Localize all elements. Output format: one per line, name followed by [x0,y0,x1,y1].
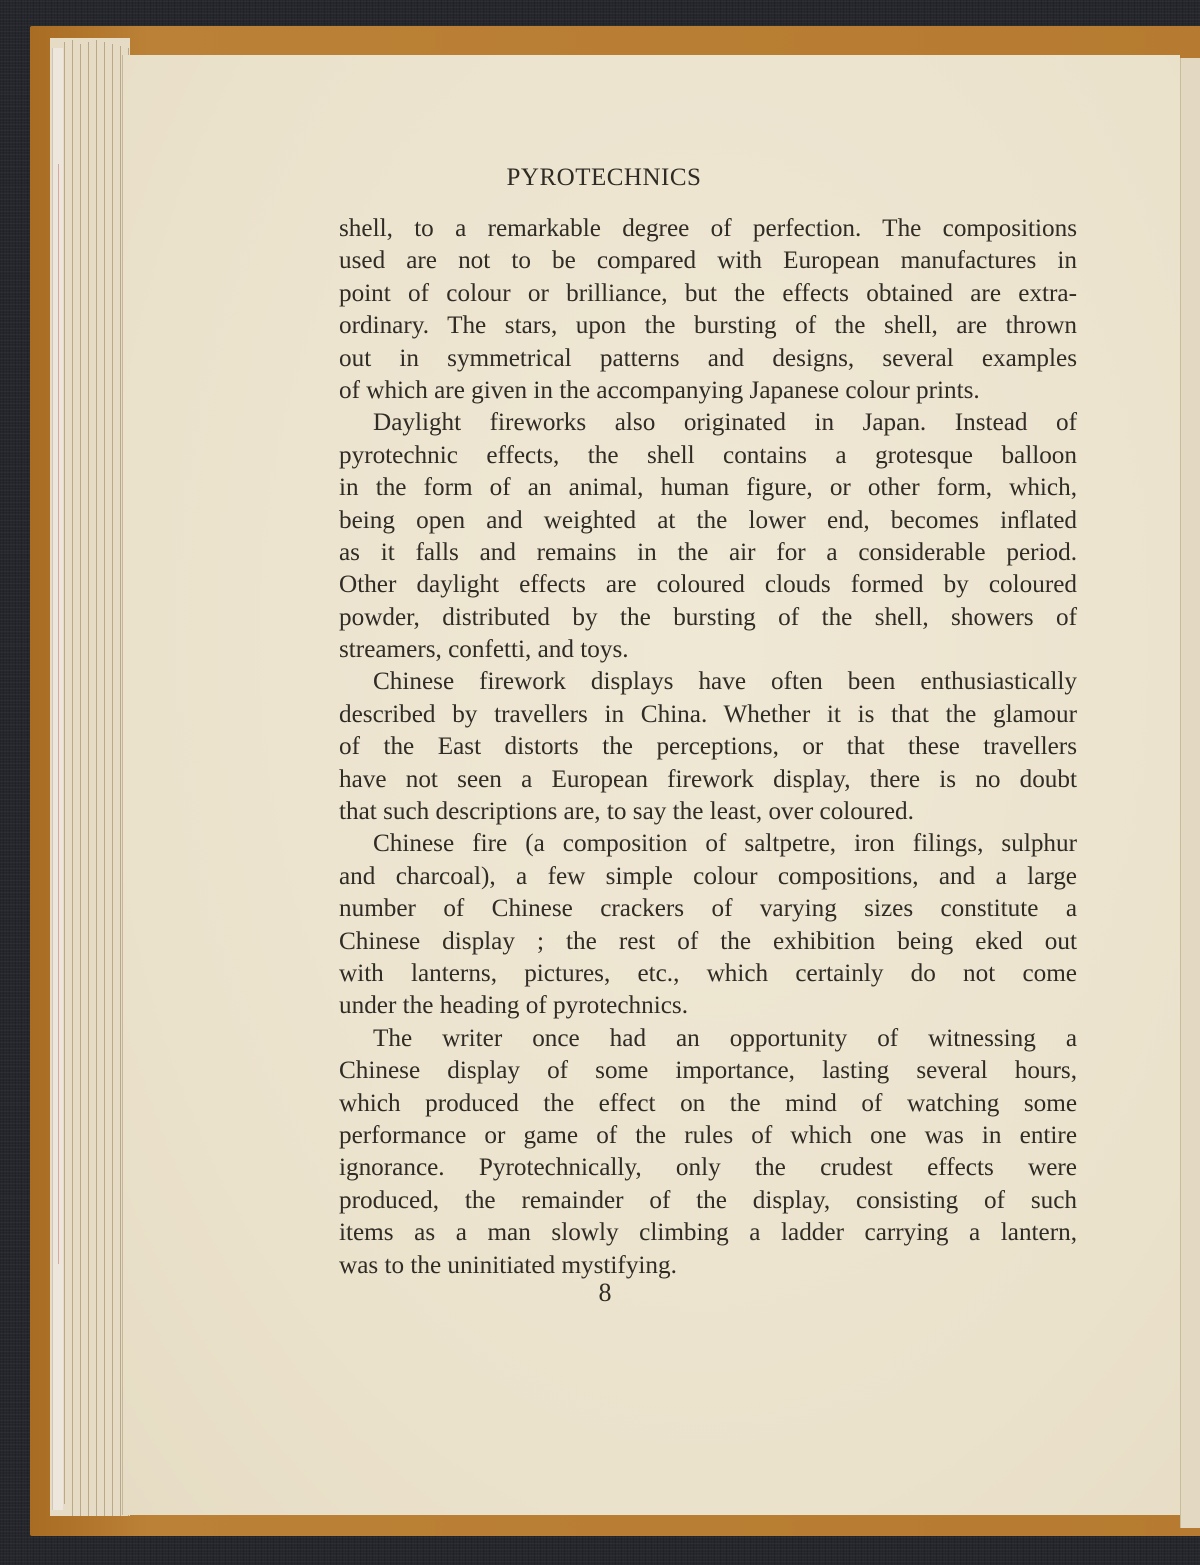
text-line: have not seen a European firework display, there is no doubt [339,765,1077,793]
text-line: pyrotechnic effects, the shell contains a grotesque balloon [339,441,1077,469]
paragraph [339,1023,1077,1282]
text-line: in the form of an animal, human figure, or other form, which, [339,474,1077,502]
paragraph [339,828,1077,1022]
text-line: The writer once had an opportunity of witnessing a [373,1024,1077,1052]
paragraph [339,666,1077,828]
text-line: ignorance. Pyrotechnically, only the crudest effects were [339,1154,1077,1182]
text-line: being open and weighted at the lower end, becomes inflated [339,506,1077,534]
body-text [339,213,1077,1282]
running-head: PYROTECHNICS [506,164,702,191]
text-line: performance or game of the rules of which one was in entire [339,1121,1077,1149]
text-line: Chinese display ; the rest of the exhibition being eked out [339,927,1077,955]
paragraph [339,407,1077,666]
text-line: Chinese firework displays have often been enthusiastically [373,668,1077,696]
text-line: Chinese fire (a composition of saltpetre, iron filings, sulphur [373,830,1077,858]
text-line: was to the uninitiated mystifying. [339,1251,677,1279]
text-line: used are not to be compared with European manufactures in [339,247,1077,275]
text-line: Daylight fireworks also originated in Japan. Instead of [373,409,1077,437]
text-line: powder, distributed by the bursting of the shell, showers of [339,603,1077,631]
page-number: 8 [598,1278,612,1307]
text-line: shell, to a remarkable degree of perfection. The compositions [339,215,1077,242]
text-line: of which are given in the accompanying Japanese colour prints. [339,376,980,404]
text-line: number of Chinese crackers of varying sizes constitute a [339,895,1077,923]
text-line: items as a man slowly climbing a ladder carrying a lantern, [339,1219,1077,1247]
text-line: under the heading of pyrotechnics. [339,992,689,1020]
bookmark-edge [58,164,67,1264]
text-line: with lanterns, pictures, etc., which certainly do not come [339,959,1077,987]
text-line: which produced the effect on the mind of watching some [339,1089,1077,1117]
text-line: of the East distorts the perceptions, or that these travellers [339,733,1077,761]
text-line: described by travellers in China. Whether it is that the glamour [339,700,1077,728]
text-line: as it falls and remains in the air for a considerable period. [339,538,1077,566]
text-line: and charcoal), a few simple colour compositions, and a large [339,862,1077,890]
text-line: streamers, confetti, and toys. [339,636,629,664]
text-line: ordinary. The stars, upon the bursting of the shell, are thrown [339,312,1077,340]
text-line: point of colour or brilliance, but the effects obtained are extra- [339,279,1077,307]
text-line: that such descriptions are, to say the least, over coloured. [339,798,914,826]
text-line: out in symmetrical patterns and designs, several examples [339,344,1077,372]
text-line: Chinese display of some importance, lasting several hours, [339,1057,1077,1085]
text-line: Other daylight effects are coloured clouds formed by coloured [339,571,1077,599]
paragraph [339,213,1077,407]
text-line: produced, the remainder of the display, consisting of such [339,1186,1077,1214]
